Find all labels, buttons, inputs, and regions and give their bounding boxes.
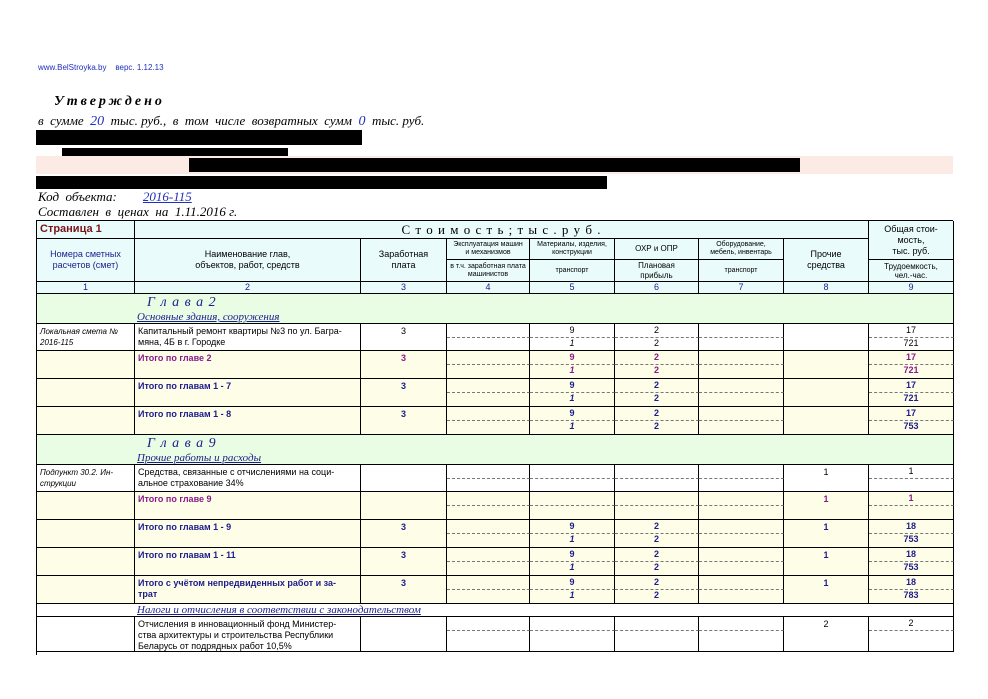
estimate-number-cell bbox=[37, 379, 135, 407]
name-cell bbox=[135, 407, 361, 435]
wages-cell bbox=[361, 465, 447, 492]
column-number bbox=[784, 282, 869, 294]
equipment-sub-cell bbox=[699, 562, 784, 576]
transport-cell bbox=[530, 338, 615, 351]
machines-sub-cell bbox=[447, 338, 530, 351]
estimate-number-cell bbox=[37, 617, 135, 652]
materials-cell bbox=[530, 492, 615, 506]
overhead-cell bbox=[615, 548, 699, 562]
estimate-number-cell bbox=[37, 465, 135, 492]
total-value: 18 bbox=[905, 521, 916, 531]
total-value: 17 bbox=[905, 408, 916, 418]
total-value: 1 bbox=[908, 466, 914, 476]
column-number-text: 8 bbox=[823, 282, 829, 292]
wages-value: 3 bbox=[400, 522, 406, 532]
wages-value: 3 bbox=[400, 578, 406, 588]
row-name: Итого по главам 1 - 9 bbox=[138, 522, 232, 532]
materials-value: 9 bbox=[569, 380, 575, 390]
total-cell bbox=[869, 324, 954, 338]
profit-value: 2 bbox=[653, 590, 659, 600]
labor-header-text: Трудоемкость, чел.-час. bbox=[884, 261, 938, 280]
materials-cell bbox=[530, 407, 615, 421]
overhead-value: 2 bbox=[653, 521, 659, 531]
total-value: 1 bbox=[908, 493, 914, 503]
row-name: Итого по главе 2 bbox=[138, 353, 212, 363]
labor-cell bbox=[869, 590, 954, 604]
wages-value: 3 bbox=[400, 550, 406, 560]
equipment-cell bbox=[699, 520, 784, 534]
transport-cell bbox=[530, 562, 615, 576]
overhead-cell bbox=[615, 617, 699, 631]
row-name: Итого по главам 1 - 8 bbox=[138, 409, 232, 419]
estimate-number-cell bbox=[37, 492, 135, 520]
profit-cell bbox=[615, 338, 699, 351]
total-value: 17 bbox=[905, 352, 916, 362]
overhead-cell bbox=[615, 324, 699, 338]
column-number bbox=[699, 282, 784, 294]
column-number-text: 6 bbox=[653, 282, 659, 292]
total-cell bbox=[869, 520, 954, 534]
wages-header-text: Заработная плата bbox=[378, 249, 429, 270]
sum-text-3: тыс. руб. bbox=[365, 113, 425, 128]
wages-cell bbox=[361, 407, 447, 435]
machines-sub-cell bbox=[447, 562, 530, 576]
other-cell bbox=[784, 324, 869, 351]
overhead-value: 2 bbox=[653, 325, 659, 335]
transport-value: 1 bbox=[569, 365, 575, 375]
other-cell bbox=[784, 492, 869, 520]
materials-cell bbox=[530, 520, 615, 534]
estimate-table bbox=[36, 220, 953, 655]
labor-value: 753 bbox=[903, 534, 919, 544]
column-number bbox=[869, 282, 954, 294]
profit-cell bbox=[615, 590, 699, 604]
name-cell bbox=[135, 465, 361, 492]
column-number-text: 5 bbox=[569, 282, 575, 292]
object-code-line bbox=[38, 189, 192, 205]
object-code-label: Код объекта: bbox=[38, 189, 117, 204]
profit-value: 2 bbox=[653, 421, 659, 431]
chapter-title: Г л а в а 9 bbox=[147, 436, 217, 451]
name-cell bbox=[135, 617, 361, 652]
equipment-cell bbox=[699, 407, 784, 421]
machines-cell bbox=[447, 407, 530, 421]
total-cell bbox=[869, 379, 954, 393]
estimate-number-cell bbox=[37, 520, 135, 548]
labor-cell bbox=[869, 506, 954, 520]
estimate-numbers-text: Номера сметных расчетов (смет) bbox=[50, 249, 121, 270]
materials-cell bbox=[530, 576, 615, 590]
materials-value: 9 bbox=[569, 352, 575, 362]
other-value: 1 bbox=[823, 494, 829, 504]
machines-sub-cell bbox=[447, 365, 530, 379]
machines-header-text: Эксплуатация машин и механизмов bbox=[453, 241, 523, 256]
wages-value: 3 bbox=[400, 381, 406, 391]
name-header-text: Наименование глав, объектов, работ, средств bbox=[195, 249, 300, 270]
transport-cell bbox=[530, 590, 615, 604]
overhead-sub-header bbox=[615, 260, 699, 282]
page-label bbox=[37, 221, 135, 239]
column-number-text: 4 bbox=[485, 282, 491, 292]
equipment-sub-cell bbox=[699, 631, 784, 652]
estimate-number-cell bbox=[37, 548, 135, 576]
total-cell bbox=[869, 465, 954, 479]
estimate-numbers-header bbox=[37, 239, 135, 282]
chapter-subtitle: Основные здания, сооружения bbox=[137, 311, 280, 323]
estimate-number-cell bbox=[37, 351, 135, 379]
total-cell bbox=[869, 407, 954, 421]
labor-value: 721 bbox=[903, 365, 919, 375]
wages-cell bbox=[361, 492, 447, 520]
equipment-cell bbox=[699, 351, 784, 365]
machines-sub-cell bbox=[447, 534, 530, 548]
other-header-text: Прочие средства bbox=[807, 249, 845, 270]
other-cell bbox=[784, 520, 869, 548]
column-number bbox=[135, 282, 361, 294]
overhead-cell bbox=[615, 520, 699, 534]
machines-cell bbox=[447, 617, 530, 631]
materials-header-text: Материалы, изделия, конструкции bbox=[537, 241, 607, 256]
equipment-cell bbox=[699, 379, 784, 393]
approved-heading: Утверждено bbox=[54, 94, 165, 109]
cost-title-text: С т о и м о с т ь ; т ы с . р у б . bbox=[401, 221, 602, 237]
equipment-header bbox=[699, 239, 784, 260]
labor-cell bbox=[869, 479, 954, 492]
wages-cell bbox=[361, 379, 447, 407]
transport-cell bbox=[530, 631, 615, 652]
materials-value: 9 bbox=[569, 549, 575, 559]
overhead-cell bbox=[615, 351, 699, 365]
transport-cell bbox=[530, 534, 615, 548]
row-name: Отчисления в инновационный фонд Министер- ства архитектуры и строительства Республики Беларусь от подрядных работ 10,5% bbox=[138, 619, 337, 651]
total-cell bbox=[869, 548, 954, 562]
equipment-sub-cell bbox=[699, 590, 784, 604]
machines-cell bbox=[447, 576, 530, 590]
wages-cell bbox=[361, 351, 447, 379]
equipment-cell bbox=[699, 465, 784, 479]
row-name: Итого по главе 9 bbox=[138, 494, 212, 504]
profit-value: 2 bbox=[653, 393, 659, 403]
materials-cell bbox=[530, 351, 615, 365]
name-cell bbox=[135, 548, 361, 576]
total-cell bbox=[869, 492, 954, 506]
other-header bbox=[784, 239, 869, 282]
name-cell bbox=[135, 576, 361, 604]
total-cell bbox=[869, 351, 954, 365]
profit-cell bbox=[615, 479, 699, 492]
column-number-text: 7 bbox=[738, 282, 744, 292]
wages-header bbox=[361, 239, 447, 282]
other-cell bbox=[784, 465, 869, 492]
column-number-text: 1 bbox=[82, 282, 88, 292]
sum-line bbox=[38, 113, 424, 130]
other-cell bbox=[784, 379, 869, 407]
equipment-sub-cell bbox=[699, 421, 784, 435]
wages-cell bbox=[361, 324, 447, 351]
name-cell bbox=[135, 351, 361, 379]
row-name: Итого по главам 1 - 11 bbox=[138, 550, 236, 560]
labor-value: 721 bbox=[903, 338, 919, 348]
redaction-bar bbox=[36, 176, 607, 189]
column-number bbox=[361, 282, 447, 294]
wages-value: 3 bbox=[400, 326, 406, 336]
price-date-line: Составлен в ценах на 1.11.2016 г. bbox=[38, 204, 238, 219]
estimate-number: Локальная смета № 2016-115 bbox=[40, 327, 118, 347]
estimate-number: Подпункт 30.2. Ин-струкции bbox=[40, 468, 114, 488]
chapter-subtitle: Прочие работы и расходы bbox=[137, 452, 262, 464]
equipment-header-text: Оборудование, мебель, инвентарь bbox=[710, 241, 772, 256]
other-value: 1 bbox=[823, 550, 829, 560]
profit-cell bbox=[615, 365, 699, 379]
name-cell bbox=[135, 324, 361, 351]
overhead-cell bbox=[615, 492, 699, 506]
source-line: www.BelStroyka.by верс. 1.12.13 bbox=[38, 63, 164, 72]
materials-cell bbox=[530, 324, 615, 338]
labor-cell bbox=[869, 631, 954, 652]
materials-sub-header bbox=[530, 260, 615, 282]
chapter-row bbox=[37, 294, 954, 324]
wages-cell bbox=[361, 576, 447, 604]
chapter-title: Г л а в а 2 bbox=[147, 295, 217, 310]
name-cell bbox=[135, 520, 361, 548]
labor-cell bbox=[869, 338, 954, 351]
estimate-number-cell bbox=[37, 324, 135, 351]
sum-text-1: в сумме bbox=[38, 113, 91, 128]
materials-header bbox=[530, 239, 615, 260]
materials-cell bbox=[530, 617, 615, 631]
machines-cell bbox=[447, 324, 530, 338]
column-number bbox=[37, 282, 135, 294]
column-number bbox=[530, 282, 615, 294]
row-name: Итого с учётом непредвиденных работ и за- трат bbox=[138, 578, 337, 599]
equipment-sub-cell bbox=[699, 506, 784, 520]
other-cell bbox=[784, 351, 869, 379]
equipment-sub-cell bbox=[699, 338, 784, 351]
materials-value: 9 bbox=[569, 325, 575, 335]
other-cell bbox=[784, 576, 869, 604]
labor-value: 783 bbox=[903, 590, 919, 600]
overhead-header bbox=[615, 239, 699, 260]
overhead-header-text: ОХР и ОПР bbox=[635, 244, 678, 253]
object-code-link[interactable]: 2016-115 bbox=[142, 189, 192, 204]
total-value: 17 bbox=[905, 325, 916, 335]
machines-cell bbox=[447, 465, 530, 479]
overhead-sub-text: Плановая прибыль bbox=[638, 260, 675, 280]
total-value: 18 bbox=[905, 577, 916, 587]
materials-sub-text: транспорт bbox=[555, 267, 589, 274]
materials-value: 9 bbox=[569, 521, 575, 531]
labor-cell bbox=[869, 562, 954, 576]
machines-cell bbox=[447, 379, 530, 393]
section-row bbox=[37, 604, 954, 617]
other-cell bbox=[784, 548, 869, 576]
materials-cell bbox=[530, 379, 615, 393]
transport-cell bbox=[530, 421, 615, 435]
transport-value: 1 bbox=[569, 421, 575, 431]
page-label-text: Страница 1 bbox=[40, 223, 102, 235]
overhead-cell bbox=[615, 379, 699, 393]
wages-cell bbox=[361, 548, 447, 576]
profit-value: 2 bbox=[653, 365, 659, 375]
machines-sub-cell bbox=[447, 479, 530, 492]
transport-cell bbox=[530, 506, 615, 520]
machines-sub-cell bbox=[447, 393, 530, 407]
machines-sub-cell bbox=[447, 506, 530, 520]
overhead-value: 2 bbox=[653, 549, 659, 559]
total-cost-header bbox=[869, 221, 954, 260]
machines-sub-cell bbox=[447, 590, 530, 604]
section-subtitle: Налоги и отчисления в соответствии с законодательством bbox=[137, 604, 421, 616]
labor-cell bbox=[869, 534, 954, 548]
labor-cell bbox=[869, 393, 954, 407]
machines-cell bbox=[447, 548, 530, 562]
labor-value: 753 bbox=[903, 421, 919, 431]
labor-value: 721 bbox=[903, 393, 919, 403]
overhead-cell bbox=[615, 465, 699, 479]
chapter-row bbox=[37, 435, 954, 465]
profit-cell bbox=[615, 506, 699, 520]
profit-value: 2 bbox=[653, 562, 659, 572]
transport-value: 1 bbox=[569, 562, 575, 572]
materials-value: 9 bbox=[569, 408, 575, 418]
profit-cell bbox=[615, 534, 699, 548]
total-value: 17 bbox=[905, 380, 916, 390]
labor-header bbox=[869, 260, 954, 282]
overhead-value: 2 bbox=[653, 352, 659, 362]
column-number bbox=[447, 282, 530, 294]
transport-value: 1 bbox=[569, 393, 575, 403]
wages-cell bbox=[361, 617, 447, 652]
overhead-cell bbox=[615, 407, 699, 421]
equipment-sub-cell bbox=[699, 365, 784, 379]
overhead-value: 2 bbox=[653, 408, 659, 418]
total-cost-header-text: Общая стои- мость, тыс. руб. bbox=[884, 223, 938, 256]
name-cell bbox=[135, 492, 361, 520]
equipment-cell bbox=[699, 548, 784, 562]
redaction-bar bbox=[189, 158, 800, 172]
other-value: 1 bbox=[823, 522, 829, 532]
profit-cell bbox=[615, 562, 699, 576]
machines-cell bbox=[447, 492, 530, 506]
other-cell bbox=[784, 617, 869, 652]
machines-cell bbox=[447, 520, 530, 534]
labor-cell bbox=[869, 421, 954, 435]
wages-cell bbox=[361, 520, 447, 548]
equipment-sub-text: транспорт bbox=[724, 267, 758, 274]
column-number bbox=[615, 282, 699, 294]
equipment-cell bbox=[699, 617, 784, 631]
labor-cell bbox=[869, 365, 954, 379]
machines-sub-text: в т.ч. заработная плата машинистов bbox=[450, 262, 526, 278]
transport-cell bbox=[530, 479, 615, 492]
transport-value: 1 bbox=[569, 590, 575, 600]
transport-cell bbox=[530, 393, 615, 407]
other-value: 2 bbox=[823, 619, 829, 629]
transport-value: 1 bbox=[569, 338, 575, 348]
sum-text-2: тыс. руб., в том числе возвратных сумм bbox=[104, 113, 359, 128]
wages-value: 3 bbox=[400, 353, 406, 363]
materials-value: 9 bbox=[569, 577, 575, 587]
profit-cell bbox=[615, 421, 699, 435]
profit-value: 2 bbox=[653, 534, 659, 544]
redaction-bar bbox=[36, 130, 362, 145]
total-value: 2 bbox=[908, 618, 914, 628]
equipment-cell bbox=[699, 324, 784, 338]
transport-cell bbox=[530, 365, 615, 379]
estimate-number-cell bbox=[37, 407, 135, 435]
materials-cell bbox=[530, 548, 615, 562]
equipment-cell bbox=[699, 576, 784, 590]
overhead-cell bbox=[615, 576, 699, 590]
machines-sub-header bbox=[447, 260, 530, 282]
equipment-cell bbox=[699, 492, 784, 506]
equipment-sub-header bbox=[699, 260, 784, 282]
row-name: Итого по главам 1 - 7 bbox=[138, 381, 232, 391]
equipment-sub-cell bbox=[699, 393, 784, 407]
transport-value: 1 bbox=[569, 534, 575, 544]
name-header bbox=[135, 239, 361, 282]
overhead-value: 2 bbox=[653, 380, 659, 390]
equipment-sub-cell bbox=[699, 479, 784, 492]
total-cell bbox=[869, 576, 954, 590]
cost-title bbox=[135, 221, 869, 239]
redaction-bar bbox=[62, 148, 288, 156]
total-cell bbox=[869, 617, 954, 631]
machines-sub-cell bbox=[447, 631, 530, 652]
row-name: Средства, связанные с отчислениями на соци- альное страхование 34% bbox=[138, 467, 335, 488]
machines-cell bbox=[447, 351, 530, 365]
returnable-amount: 0 bbox=[358, 114, 366, 129]
equipment-sub-cell bbox=[699, 534, 784, 548]
wages-value: 3 bbox=[400, 409, 406, 419]
machines-sub-cell bbox=[447, 421, 530, 435]
other-value: 1 bbox=[823, 578, 829, 588]
estimate-number-cell bbox=[37, 576, 135, 604]
overhead-value: 2 bbox=[653, 577, 659, 587]
row-name: Капитальный ремонт квартиры №3 по ул. Багра- мяна, 4Б в г. Городке bbox=[138, 326, 342, 347]
name-cell bbox=[135, 379, 361, 407]
profit-cell bbox=[615, 393, 699, 407]
profit-cell bbox=[615, 631, 699, 652]
labor-value: 753 bbox=[903, 562, 919, 572]
column-number-text: 3 bbox=[400, 282, 406, 292]
machines-header bbox=[447, 239, 530, 260]
other-value: 1 bbox=[823, 467, 829, 477]
other-cell bbox=[784, 407, 869, 435]
total-value: 18 bbox=[905, 549, 916, 559]
column-number-text: 2 bbox=[244, 282, 250, 292]
column-number-text: 9 bbox=[908, 282, 914, 292]
sum-amount: 20 bbox=[90, 114, 105, 129]
materials-cell bbox=[530, 465, 615, 479]
profit-value: 2 bbox=[653, 338, 659, 348]
